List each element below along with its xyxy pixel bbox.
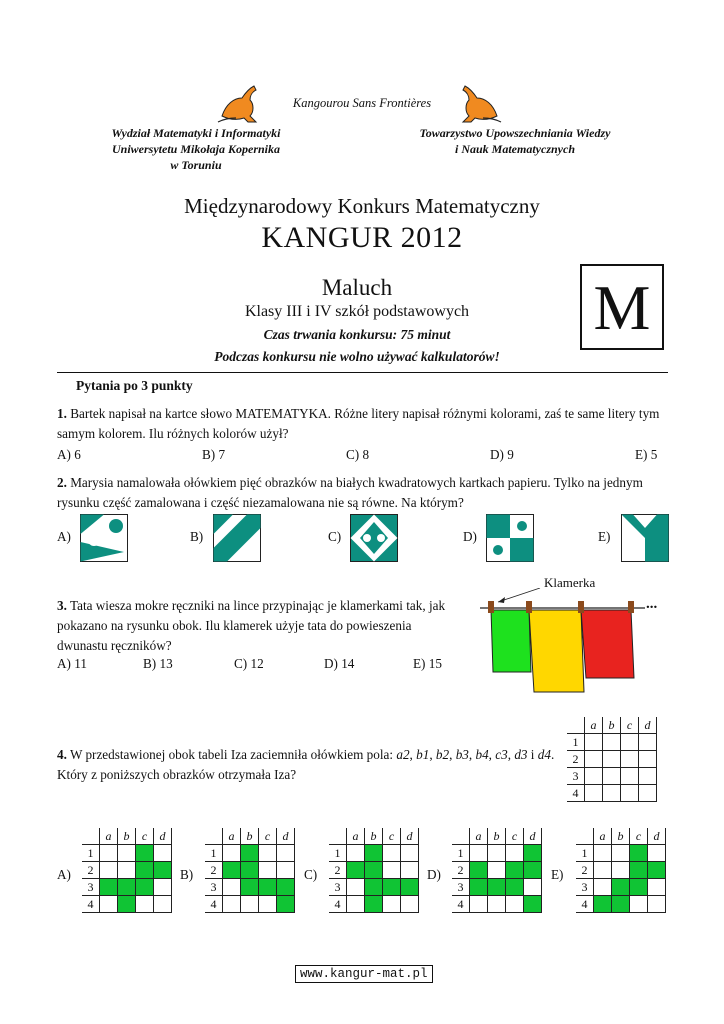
column-header: d [639,717,657,734]
clothespin [628,601,634,613]
grid-cell [118,845,136,862]
grid-cell [524,845,542,862]
grid-cell [612,879,630,896]
grid-cell [241,896,259,913]
grid-cell [585,785,603,802]
section-heading: Pytania po 3 punkty [76,378,193,393]
grid-cell [277,845,295,862]
grid-cell [612,845,630,862]
grid-cell [241,845,259,862]
grid-cell [401,862,419,879]
answer-c: C) 12 [234,656,264,671]
grid-cell [259,845,277,862]
column-header: b [612,828,630,845]
grid-cell [506,862,524,879]
option-label-b: B) [180,867,194,882]
row-header: 3 [82,879,100,896]
column-header: a [223,828,241,845]
grid-cell [470,879,488,896]
figure-b [213,514,261,562]
row-header: 1 [205,845,223,862]
grid-cell [277,862,295,879]
answer-d: D) 9 [490,447,514,462]
grid-cell [223,896,241,913]
grid-cell [347,879,365,896]
footer-url: www.kangur-mat.pl [295,965,433,983]
column-header: d [401,828,419,845]
row-header: 1 [567,734,585,751]
grid-cell [470,896,488,913]
grid-cell [603,734,621,751]
option-label-b: B) [190,529,204,544]
kangaroo-logo-left-icon [216,82,264,126]
clothespin [526,601,532,613]
grid-cell [118,896,136,913]
answer-d: D) 14 [324,656,355,671]
grid-cell [347,862,365,879]
answer-b: B) 13 [143,656,173,671]
grid-cell [594,862,612,879]
grid-cell [612,862,630,879]
question-number: 4. [57,747,67,762]
grid-cell [506,879,524,896]
grid-cell [100,896,118,913]
column-header: d [277,828,295,845]
row-header: 4 [576,896,594,913]
grid-cell [154,879,172,896]
grid-cell [383,845,401,862]
grid-cell [630,879,648,896]
grid-cell [524,862,542,879]
option-label-c: C) [328,529,342,544]
column-header: a [347,828,365,845]
duration: Czas trwania konkursu: 75 minut [263,327,451,342]
column-header: c [136,828,154,845]
grid-cell [136,845,154,862]
grid-cell [488,896,506,913]
option-label-d: D) [427,867,441,882]
row-header: 1 [452,845,470,862]
grid-cell [259,862,277,879]
grid-cell [488,845,506,862]
figure-c [350,514,398,562]
row-header: 3 [205,879,223,896]
row-header: 3 [567,768,585,785]
row-header: 3 [576,879,594,896]
row-header: 1 [576,845,594,862]
grid-cell [488,879,506,896]
row-header: 3 [329,879,347,896]
grid-cell [621,751,639,768]
question-text: Tata wiesza mokre ręczniki na lince przypinając je klamerkami tak, jak pokazano na rysunku obok. Ilu klamerek użyje tata do powieszenia dwunastu ręczników? [57,598,446,653]
column-header: b [603,717,621,734]
grid-cell [506,896,524,913]
grid-cell [259,879,277,896]
column-header: d [524,828,542,845]
question-2 [57,473,669,513]
category-title: Maluch [321,275,393,300]
grades: Klasy III i IV szkół podstawowych [244,303,470,320]
column-header: b [365,828,383,845]
grid-cell [621,785,639,802]
left-org-line: Uniwersytetu Mikołaja Kopernika [111,142,281,156]
option-label-e: E) [598,529,611,544]
question-4: 4. W przedstawionej obok tabeli Iza zaciemniła ołówkiem pola: a2, b1, b2, b3, b4, c3, d3 i d4. Który z poniższych obrazków otrzymała Iza? [57,747,555,782]
option-c-table [329,828,419,913]
grid-cell [524,896,542,913]
answer-a: A) 6 [57,447,81,462]
grid-cell [630,862,648,879]
grid-cell [277,879,295,896]
row-header: 4 [205,896,223,913]
column-header: c [383,828,401,845]
grid-cell [648,845,666,862]
question-number: 2. [57,475,67,490]
answer-c: C) 8 [346,447,370,462]
grid-cell [136,879,154,896]
grid-cell [100,862,118,879]
grid-cell [401,896,419,913]
answer-e: E) 5 [635,447,658,462]
grid-cell [524,879,542,896]
row-header: 2 [329,862,347,879]
towels-illustration [480,588,650,694]
clothespin [578,601,584,613]
row-header: 2 [576,862,594,879]
grid-cell [585,768,603,785]
question-text: Marysia namalowała ołówkiem pięć obrazków na białych kwadratowych kartkach papieru. Tylko na jednym rysunku część zamalowana i część niezamalowana nie są równe. Na którym? [57,475,643,510]
grid-cell [136,862,154,879]
column-header: a [594,828,612,845]
row-header: 4 [82,896,100,913]
grid-cell [277,896,295,913]
option-b-table [205,828,295,913]
grid-cell [136,896,154,913]
row-header: 4 [329,896,347,913]
contest-subtitle: Międzynarodowy Konkurs Matematyczny [184,194,540,218]
figure-e [621,514,669,562]
row-header: 4 [567,785,585,802]
grid-cell [585,751,603,768]
grid-cell [621,734,639,751]
option-label-a: A) [57,529,71,544]
option-label-a: A) [57,867,71,882]
grid-cell [383,862,401,879]
kangaroo-logo-right-icon [455,82,503,126]
grid-cell [365,879,383,896]
grid-cell [241,879,259,896]
column-header: c [259,828,277,845]
clothespin-caption: Klamerka [544,575,596,590]
left-org-line: w Toruniu [170,158,222,172]
grid-cell [488,862,506,879]
grid-cell [621,768,639,785]
answer-a: A) 11 [57,656,87,671]
row-header: 2 [452,862,470,879]
answer-e: E) 15 [413,656,442,671]
row-header: 1 [329,845,347,862]
grid-cell [401,845,419,862]
grid-cell [401,879,419,896]
grid-cell [470,845,488,862]
question-3 [57,596,461,656]
row-header: 2 [205,862,223,879]
left-organization [60,125,332,173]
grid-cell [630,845,648,862]
column-header: b [118,828,136,845]
grid-cell [639,751,657,768]
grid-cell [612,896,630,913]
grid-cell [470,862,488,879]
grid-cell [630,896,648,913]
grid-cell [154,862,172,879]
ellipsis: ... [646,596,658,612]
grid-cell [639,768,657,785]
no-calculators: Podczas konkursu nie wolno używać kalkulatorów! [214,349,500,364]
grid-cell [639,785,657,802]
grid-cell [223,845,241,862]
contest-title: KANGUR 2012 [261,221,463,254]
grid-cell [648,896,666,913]
grid-cell [154,896,172,913]
row-header: 2 [567,751,585,768]
column-header: c [630,828,648,845]
clothespin [488,601,494,613]
column-header: a [585,717,603,734]
left-org-line: Wydział Matematyki i Informatyki [111,126,281,140]
grid-cell [648,862,666,879]
grid-cell [585,734,603,751]
column-header: b [488,828,506,845]
grid-cell [365,896,383,913]
column-header: c [506,828,524,845]
option-label-e: E) [551,867,564,882]
grid-cell [100,845,118,862]
row-header: 3 [452,879,470,896]
grid-cell [100,879,118,896]
question-number: 3. [57,598,67,613]
grid-cell [603,785,621,802]
question-text: Bartek napisał na kartce słowo MATEMATYKA. Różne litery napisał różnymi kolorami, zaś te same litery tym samym kolorem. Ilu różnych kolorów użył? [57,406,660,441]
grid-cell [118,879,136,896]
grid-cell [154,845,172,862]
grid-cell [648,879,666,896]
grid-cell [347,896,365,913]
right-organization [370,125,660,157]
grid-cell [365,845,383,862]
option-d-table [452,828,542,913]
answer-b: B) 7 [202,447,226,462]
option-a-table [82,828,172,913]
option-label-c: C) [304,867,318,882]
grid-cell [594,896,612,913]
row-header: 4 [452,896,470,913]
org-kangourou: Kangourou Sans Frontières [292,96,432,110]
grid-cell [118,862,136,879]
option-e-table [576,828,666,913]
category-badge: M [580,264,664,350]
column-header: b [241,828,259,845]
right-org-line: Towarzystwo Upowszechniania Wiedzy [419,126,611,140]
figure-d [486,514,534,562]
question-number: 1. [57,406,67,421]
question-1 [57,404,669,444]
grid-cell [603,768,621,785]
grid-cell [259,896,277,913]
grid-cell [383,896,401,913]
column-header: d [648,828,666,845]
column-header: a [100,828,118,845]
row-header: 2 [82,862,100,879]
row-header: 1 [82,845,100,862]
column-header: d [154,828,172,845]
grid-cell [365,862,383,879]
right-org-line: i Nauk Matematycznych [455,142,575,156]
grid-cell [594,879,612,896]
grid-cell [223,862,241,879]
header-divider [57,372,668,373]
column-header: a [470,828,488,845]
column-header: c [621,717,639,734]
reference-table [567,717,657,802]
grid-cell [241,862,259,879]
grid-cell [223,879,241,896]
grid-cell [506,845,524,862]
grid-cell [383,879,401,896]
grid-cell [639,734,657,751]
grid-cell [347,845,365,862]
figure-a [80,514,128,562]
option-label-d: D) [463,529,477,544]
grid-cell [603,751,621,768]
grid-cell [594,845,612,862]
